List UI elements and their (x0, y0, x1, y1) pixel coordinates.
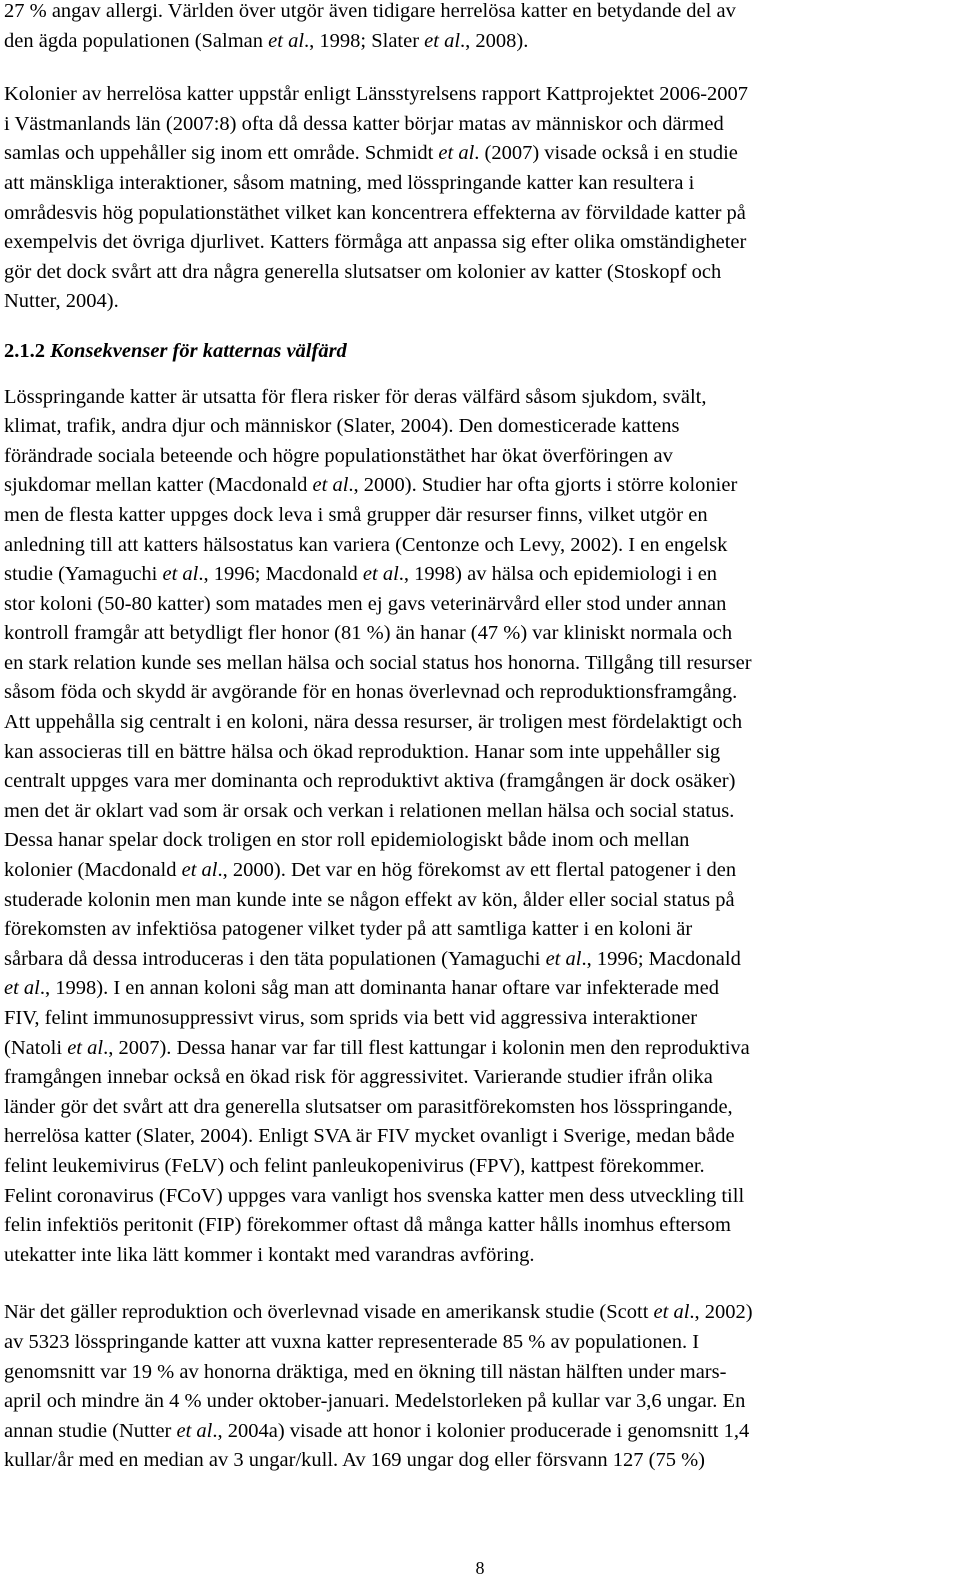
text-line: När det gäller reproduktion och överlevnad visade en amerikansk studie (Scott et al., 2002) (4, 1301, 753, 1324)
text-line: klimat, trafik, andra djur och människor (Slater, 2004). Den domesticerade kattens (4, 415, 680, 438)
text-line: men de flesta katter uppges dock leva i små grupper där resurser finns, vilket utgör en (4, 503, 708, 526)
text-line: genomsnitt var 19 % av honorna dräktiga, med en ökning till nästan hälften under mars- (4, 1360, 727, 1383)
text-line: april och mindre än 4 % under oktober-januari. Medelstorleken på kullar var 3,6 ungar. En (4, 1390, 746, 1413)
paragraph-reproduction (4, 1298, 952, 1476)
text-line: stor koloni (50-80 katter) som matades men ej gavs veterinärvård eller stod under annan (4, 592, 727, 615)
section-heading (4, 337, 952, 367)
text-line: gör det dock svårt att dra några generella slutsatser om kolonier av katter (Stoskopf och (4, 260, 722, 283)
text-line: men det är oklart vad som är orsak och verkan i relationen mellan hälsa och social status. (4, 799, 735, 822)
text-line: studerade kolonin men man kunde inte se någon effekt av kön, ålder eller social status på (4, 888, 735, 911)
paragraph-welfare (4, 383, 952, 1271)
text-line: en stark relation kunde ses mellan hälsa och social status hos honorna. Tillgång till resurser (4, 651, 752, 674)
text-line: Nutter, 2004). (4, 290, 119, 313)
text-line: samlas och uppehåller sig inom ett område. Schmidt et al. (2007) visade också i en studie (4, 142, 738, 165)
text-line: Kolonier av herrelösa katter uppstår enligt Länsstyrelsens rapport Kattprojektet 2006-2007 (4, 83, 749, 106)
text-line: kullar/år med en median av 3 ungar/kull. Av 169 ungar dog eller försvann 127 (75 %) (4, 1449, 705, 1472)
text-line: sårbara då dessa introduceras i den täta populationen (Yamaguchi et al., 1996; Macdonald (4, 947, 741, 970)
text-line: et al., 1998). I en annan koloni såg man att dominanta hanar oftare var infekterade med (4, 977, 719, 1000)
text-line: felint leukemivirus (FeLV) och felint panleukopenivirus (FPV), kattpest förekommer. (4, 1154, 705, 1177)
intro-paragraph (4, 0, 952, 56)
text-line: Att uppehålla sig centralt i en koloni, nära dessa resurser, är troligen mest fördelaktigt och (4, 711, 743, 734)
text-line: studie (Yamaguchi et al., 1996; Macdonald et al., 1998) av hälsa och epidemiologi i en (4, 563, 718, 586)
text-line: felin infektiös peritonit (FIP) förekommer oftast då många katter hålls inomhus eftersom (4, 1214, 731, 1237)
page-number: 8 (475, 1558, 485, 1578)
text-line: områdesvis hög populationstäthet vilket kan koncentrera effekterna av förvildade katter på (4, 201, 746, 224)
text-line: (Natoli et al., 2007). Dessa hanar var far till flest kattungar i kolonin men den reproduktiva (4, 1036, 750, 1059)
text-line: i Västmanlands län (2007:8) ofta då dessa katter börjar matas av människor och därmed (4, 112, 724, 135)
paragraph-colonies (4, 80, 952, 317)
text-line: av 5323 lösspringande katter att vuxna katter representerade 85 % av populationen. I (4, 1330, 700, 1353)
text-line: utekatter inte lika lätt kommer i kontakt med varandras avföring. (4, 1243, 535, 1266)
text-line: kan associeras till en bättre hälsa och ökad reproduktion. Hanar som inte uppehåller sig (4, 740, 721, 763)
text-line: förändrade sociala beteende och högre populationstäthet har ökat överföringen av (4, 444, 673, 467)
text-line: annan studie (Nutter et al., 2004a) visade att honor i kolonier producerade i genomsnitt 1,4 (4, 1419, 750, 1442)
section-number: 2.1.2 (4, 339, 45, 362)
text-line: sjukdomar mellan katter (Macdonald et al., 2000). Studier har ofta gjorts i större kolonier (4, 474, 738, 497)
text-line: Felint coronavirus (FCoV) uppges vara vanligt hos svenska katter men dess utveckling till (4, 1184, 745, 1207)
text-line: länder gör det svårt att dra generella slutsatser om parasitförekomsten hos lösspringande, (4, 1095, 733, 1118)
text-line: herrelösa katter (Slater, 2004). Enligt SVA är FIV mycket ovanligt i Sverige, medan både (4, 1125, 735, 1148)
text-line: centralt uppges vara mer dominanta och reproduktivt aktiva (framgången är dock osäker) (4, 770, 736, 793)
text-line: anledning till att katters hälsostatus kan variera (Centonze och Levy, 2002). I en engelsk (4, 533, 728, 556)
text-line: Dessa hanar spelar dock troligen en stor roll epidemiologiskt både inom och mellan (4, 829, 690, 852)
text-line: 27 % angav allergi. Världen över utgör även tidigare herrelösa katter en betydande del av (4, 0, 736, 22)
text-line: förekomsten av infektiösa patogener vilket tyder på att samtliga katter i en koloni är (4, 918, 693, 941)
text-line: Lösspringande katter är utsatta för flera risker för deras välfärd såsom sjukdom, svält, (4, 385, 707, 408)
section-title: Konsekvenser för katternas välfärd (50, 339, 347, 362)
text-line: FIV, felint immunosuppressivt virus, som sprids via bett vid aggressiva interaktioner (4, 1007, 698, 1029)
text-line: kolonier (Macdonald et al., 2000). Det var en hög förekomst av ett flertal patogener i den (4, 859, 737, 882)
text-line: exempelvis det övriga djurlivet. Katters förmåga att anpassa sig efter olika omständigheter (4, 231, 747, 254)
text-line: framgången innebar också en ökad risk för aggressivitet. Varierande studier ifrån olika (4, 1066, 713, 1089)
text-line: den ägda populationen (Salman et al., 1998; Slater et al., 2008). (4, 29, 529, 52)
text-line: såsom föda och skydd är avgörande för en honas överlevnad och reproduktionsframgång. (4, 681, 738, 704)
text-line: kontroll framgår att betydligt fler honor (81 %) än hanar (47 %) var kliniskt normala och (4, 622, 733, 645)
document-page (4, 0, 952, 1476)
text-line: att mänskliga interaktioner, såsom matning, med lösspringande katter kan resultera i (4, 171, 695, 194)
